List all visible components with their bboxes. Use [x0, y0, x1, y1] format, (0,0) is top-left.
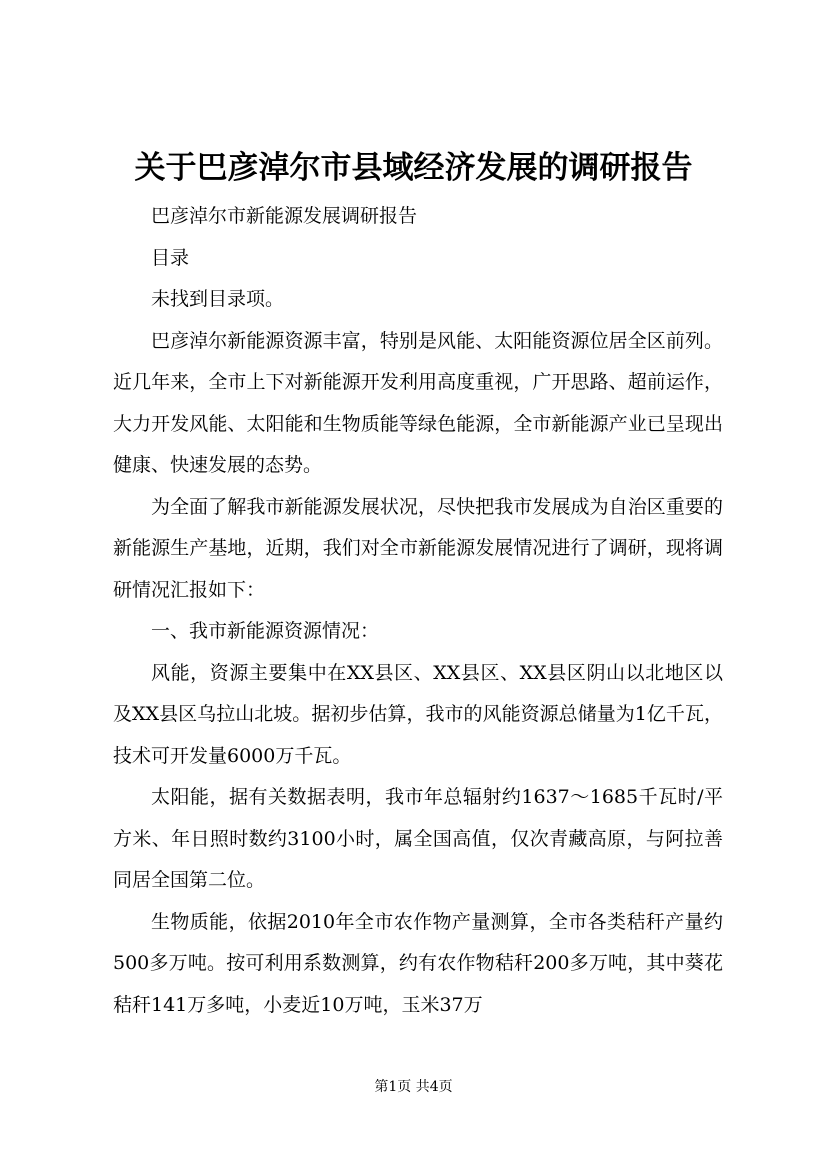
toc-heading: 目录: [151, 246, 190, 269]
body-paragraph: 巴彦淖尔新能源资源丰富，特别是风能、太阳能资源位居全区前列。近几年来，全市上下对新能源开发利用高度重视，广开思路、超前运作，大力开发风能、太阳能和生物质能等绿色能源，全市新能源产业已呈现出健康、快速发展的态势。: [113, 329, 723, 476]
body-paragraph: 太阳能，据有关数据表明，我市年总辐射约1637～1685千瓦时/平方米、年日照时数约3100小时，属全国高值，仅次青藏高原，与阿拉善同居全国第二位。: [113, 786, 723, 891]
body-paragraph: 风能，资源主要集中在XX县区、XX县区、XX县区阴山以北地区以及XX县区乌拉山北坡。据初步估算，我市的风能资源总储量为1亿千瓦，技术可开发量6000万千瓦。: [113, 661, 723, 767]
section-heading: 一、我市新能源资源情况：: [151, 620, 380, 642]
document-title: 关于巴彦淖尔市县域经济发展的调研报告: [134, 150, 693, 186]
body-paragraph: 生物质能，依据2010年全市农作物产量测算，全市各类秸秆产量约500多万吨。按可利用系数测算，约有农作物秸秆200多万吨，其中葵花秸秆141万多吨，小麦近10万吨，玉米37万: [113, 910, 723, 1016]
page-number-footer: 第1页 共4页: [374, 1079, 453, 1095]
document-body: [113, 196, 723, 1026]
body-paragraph: 为全面了解我市新能源发展状况，尽快把我市发展成为自治区重要的新能源生产基地，近期，我们对全市新能源发展情况进行了调研，现将调研情况汇报如下：: [113, 495, 723, 601]
toc-empty-note: 未找到目录项。: [151, 288, 285, 310]
subtitle-paragraph: 巴彦淖尔市新能源发展调研报告: [151, 205, 418, 227]
